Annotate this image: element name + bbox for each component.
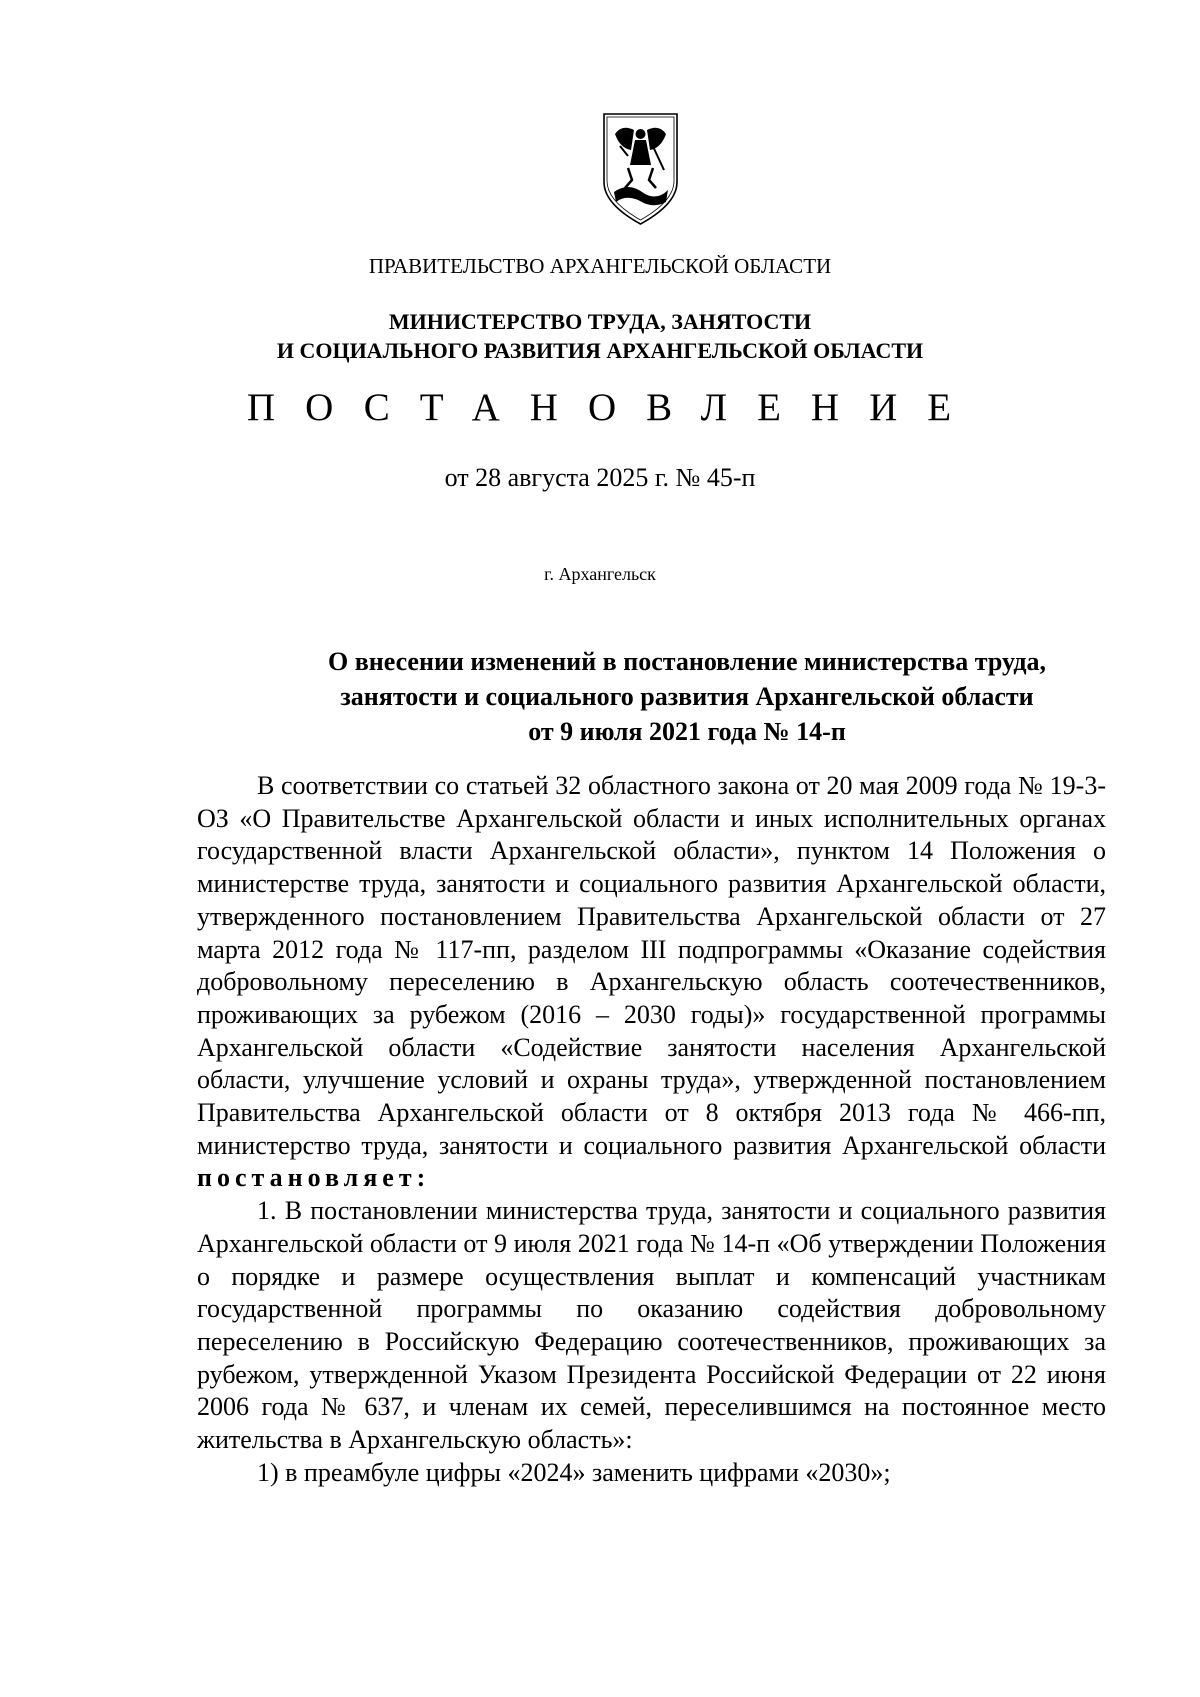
document-type: ПОСТАНОВЛЕНИЕ [246,386,982,429]
preamble-paragraph [197,770,1106,1195]
subject-line-3: от 9 июля 2021 года № 14-п [528,717,846,746]
item-1-1-paragraph: 1) в преамбуле цифры «2024» заменить цифрами «2030»; [257,1457,891,1487]
preamble-text: В соответствии со статьей 32 областного закона от 20 мая 2009 года № 19-3-ОЗ «О Правительстве Архангельской области и иных исполнительных органах государственной власти Архангельской области», пунктом 14 Положения о министерстве труда, занятости и социального развития Архангельской области, утвержденного постановлением Правительства Архангельской области от 27 марта 2012 года № 117-пп, разделом III подпрограммы «Оказание содействия добровольному переселению в Архангельскую область соотечественников, проживающих за рубежом (2016 – 2030 годы)» государственной программы Архангельской области «Содействие занятости населения Архангельской области, улучшение условий и охраны труда», утвержденной постановлением Правительства Архангельской области от 8 октября 2013 года № 466-пп, министерство труда, занятости и социального развития Архангельской области [197,771,1106,1160]
document-subject [272,644,1102,749]
item-1-paragraph: 1. В постановлении министерства труда, занятости и социального развития Архангельской области от 9 июля 2021 года № 14-п «Об утверждении Положения о порядке и размере осуществления выплат и компенсаций участникам государственной программы по оказанию содействия добровольному переселению в Российскую Федерацию соотечественников, проживающих за рубежом, утвержденной Указом Президента Российской Федерации от 22 июня 2006 года № 637, и членам их семей, переселившимся на постоянное место жительства в Архангельскую область»: [197,1196,1106,1455]
subject-line-1: О внесении изменений в постановление министерства труда, [327,647,1047,676]
city: г. Архангельск [544,564,656,584]
coat-of-arms-icon [598,110,683,228]
ministry-line-2: И СОЦИАЛЬНОГО РАЗВИТИЯ АРХАНГЕЛЬСКОЙ ОБЛАСТИ [276,338,924,363]
resolves-word: постановляет: [197,1163,431,1193]
document-body [197,770,1106,1489]
subject-line-2: занятости и социального развития Архангельской области [340,682,1034,711]
government-name: ПРАВИТЕЛЬСТВО АРХАНГЕЛЬСКОЙ ОБЛАСТИ [368,254,832,278]
ministry-name [0,307,1200,365]
ministry-line-1: МИНИСТЕРСТВО ТРУДА, ЗАНЯТОСТИ [388,309,812,334]
date-number: от 28 августа 2025 г. № 45-п [444,463,756,492]
